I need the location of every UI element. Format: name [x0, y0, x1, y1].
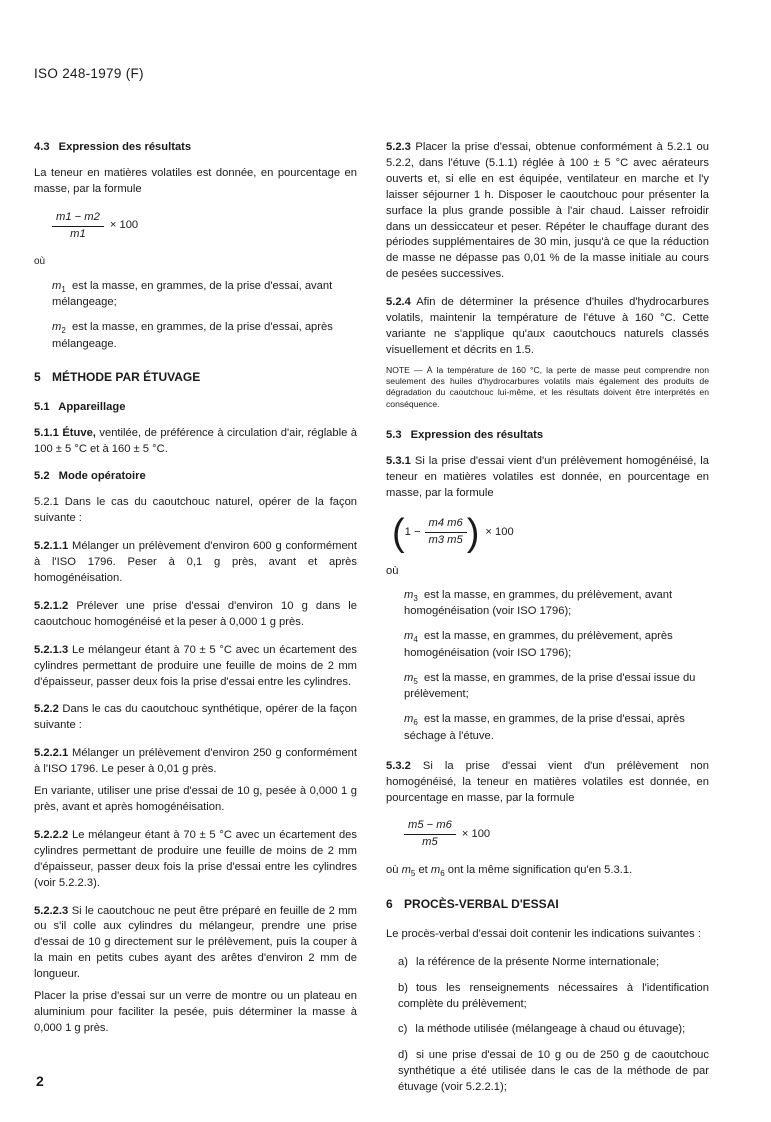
definition-m5: $m_5$ est la masse, en grammes, de la prise d'essai issue du prélèvement;	[404, 671, 696, 701]
paragraph-5-2-1: 5.2.1 Dans le cas du caoutchouc naturel, opérer de la façon suivante :	[34, 496, 358, 525]
paragraph-5-2-2-2: 5.2.2.2 Le mélangeur étant à 70 ± 5 °C avec un écartement des cylindres permettant de produire une feuille de moins de 2 mm d'épaisseur, passer deux fois la prise d'essai entre les cylindres (voir 5.2.2.3).	[34, 828, 357, 889]
formula-5-3-1-fraction	[425, 516, 467, 549]
paragraph-5-2-1-3: 5.2.1.3 Le mélangeur étant à 70 ± 5 °C avec un écartement des cylindres permettant de produire une feuille de moins de 2 mm d'épaisseur, passer deux fois la prise d'essai entre les cylindres.	[34, 643, 357, 688]
right-column	[386, 140, 709, 1106]
paragraph-5-2-1-1: 5.2.1.1 Mélanger un prélèvement d'environ 600 g conformément à l'ISO 1796. Peser à 0,1 g près, avant et après homogénéisation.	[34, 540, 357, 584]
paragraph-5-3-1: 5.3.1 Si la prise d'essai vient d'un prélèvement homogénéisé, la teneur en matières volatiles est donnée, en pourcentage en masse, par la formule	[386, 455, 710, 499]
formula-left-paren: (	[392, 511, 405, 554]
list-item: a) la référence de la présente Norme internationale;	[398, 955, 660, 968]
left-column	[34, 140, 357, 1049]
paragraph-5-2-2-3: 5.2.2.3 Si le caoutchouc ne peut être préparé en feuille de 2 mm ou s'il colle aux cylindres du mélangeur, prendre une prise d'essai de 10 g directement sur le prélèvement, puis la couper à la main en petits cubes ayant des arêtes d'environ 2 mm de longueur.	[34, 904, 358, 981]
formula-4-3-multiplier: × 100	[109, 219, 139, 232]
formula-5-3-1	[392, 511, 709, 554]
section-4-3-intro: La teneur en matières volatiles est donnée, en pourcentage en masse, par la formule	[34, 166, 357, 195]
section-6-heading: 6 PROCÈS-VERBAL D'ESSAI	[386, 896, 559, 911]
formula-5-3-2-denominator: m5	[422, 836, 438, 849]
section-4-3-heading: 4.3 Expression des résultats	[34, 141, 192, 153]
paragraph-5-3-2: 5.3.2 Si la prise d'essai vient d'un prélèvement non homogénéisé, la teneur en matières volatiles est donnée, en pourcentage en masse, par la formule	[386, 759, 709, 804]
formula-5-3-2	[404, 818, 709, 851]
definition-m2: $m_2$ est la masse, en grammes, de la prise d'essai, après mélangeage.	[52, 321, 333, 350]
paragraph-5-2-4: 5.2.4 Afin de déterminer la présence d'huiles d'hydrocarbures volatils, maintenir la température de l'étuve à 160 °C. Cette variante ne s'applique qu'aux caoutchoucs naturels classés visuellement et décrits en 1.5.	[386, 296, 709, 356]
formula-5-3-1-numerator: m4 m6	[425, 516, 467, 533]
formula-4-3-denominator: m1	[70, 227, 86, 240]
paragraph-5-2-2-1: 5.2.2.1 Mélanger un prélèvement d'environ 250 g conformément à l'ISO 1796. Le peser à 0,01 g près.	[34, 747, 357, 776]
formula-5-3-2-fraction	[404, 818, 456, 851]
document-header: ISO 248-1979 (F)	[34, 66, 144, 81]
page-number: 2	[36, 1073, 44, 1089]
paragraph-5-2-3: 5.2.3 Placer la prise d'essai, obtenue conformément à 5.2.1 ou 5.2.2, dans l'étuve (5.1.1) réglée à 100 ± 5 °C avec aérateurs ouverts et, si elle en est équipée, ventilateur en marche et l'y laisser séjourner 1 h. Disposer le caoutchouc pour présenter la surface la plus grande possible à l'air chaud. Laisser refroidir dans un dessiccateur et peser. Répéter le chauffage durant des périodes supplémentaires de 30 min, jusqu'à ce que la réduction de masse ne dépasse pas 0,01 % de la masse initiale au cours de pesées successives.	[386, 141, 709, 281]
formula-4-3-fraction	[52, 210, 104, 243]
where-label-5-3-1: où	[386, 564, 399, 577]
formula-5-3-1-multiplier: × 100	[485, 525, 514, 538]
list-item: b) tous les renseignements nécessaires à l'identification complète du prélèvement;	[398, 981, 709, 1010]
note-5-2-4: NOTE — À la température de 160 °C, la perte de masse peut comprendre non seulement des huiles d'hydrocarbures volatils mais également des produits de dégradation du caoutchouc lui-même, et les résultats doivent être interprétés en conséquence.	[386, 364, 709, 409]
paragraph-5-2-2-1-variant: En variante, utiliser une prise d'essai de 10 g, pesée à 0,000 1 g près, avant et après homogénéisation.	[34, 785, 357, 813]
list-item: c) la méthode utilisée (mélangeage à chaud ou étuvage);	[398, 1023, 686, 1036]
definition-m1: $m_1$ est la masse, en grammes, de la prise d'essai, avant mélangeage;	[52, 279, 333, 309]
section-5-1-heading: 5.1 Appareillage	[34, 400, 126, 413]
formula-5-3-1-one: 1 −	[404, 525, 421, 538]
paragraph-5-1-1: 5.1.1 Étuve, ventilée, de préférence à circulation d'air, réglable à 100 ± 5 °C et à 160 ± 5 °C.	[34, 426, 357, 455]
section-5-heading: 5 MÉTHODE PAR ÉTUVAGE	[34, 369, 201, 384]
section-5-3-heading: 5.3 Expression des résultats	[386, 429, 544, 442]
formula-5-3-2-numerator: m5 − m6	[404, 818, 456, 835]
definition-m4: $m_4$ est la masse, en grammes, du prélèvement, après homogénéisation (voir ISO 1796);	[404, 630, 673, 659]
where-label: où	[34, 255, 46, 267]
formula-4-3	[52, 210, 357, 243]
section-5-2-heading: 5.2 Mode opératoire	[34, 470, 146, 483]
list-item: d) si une prise d'essai de 10 g ou de 250 g de caoutchouc synthétique a été utilisée dans le cas de la méthode de par étuvage (voir 5.2.2.1);	[398, 1049, 709, 1094]
formula-right-paren: )	[466, 511, 480, 554]
paragraph-5-2-2: 5.2.2 Dans le cas du caoutchouc synthétique, opérer de la façon suivante :	[34, 703, 358, 732]
formula-4-3-numerator: m1 − m2	[52, 210, 104, 227]
paragraph-5-2-1-2: 5.2.1.2 Prélever une prise d'essai d'environ 10 g dans le caoutchouc homogénéisé et la peser à 0,000 1 g près.	[34, 599, 357, 628]
formula-5-3-2-multiplier: × 100	[461, 827, 491, 840]
paragraph-5-2-2-3-continued: Placer la prise d'essai sur un verre de montre ou un plateau en aluminium pour faciliter la pesée, puis déterminer la masse à 0,000 1 g près.	[34, 990, 357, 1034]
formula-5-3-1-denominator: m3 m5	[428, 534, 463, 547]
definition-m6: $m_6$ est la masse, en grammes, de la prise d'essai, après séchage à l'étuve.	[404, 713, 685, 742]
section-6-intro: Le procès-verbal d'essai doit contenir les indications suivantes :	[386, 927, 701, 940]
formula-5-3-2-where: où $m_5$ et $m_6$ ont la même signification qu'en 5.3.1.	[386, 864, 633, 879]
definition-m3: $m_3$ est la masse, en grammes, du prélèvement, avant homogénéisation (voir ISO 1796);	[404, 588, 673, 618]
